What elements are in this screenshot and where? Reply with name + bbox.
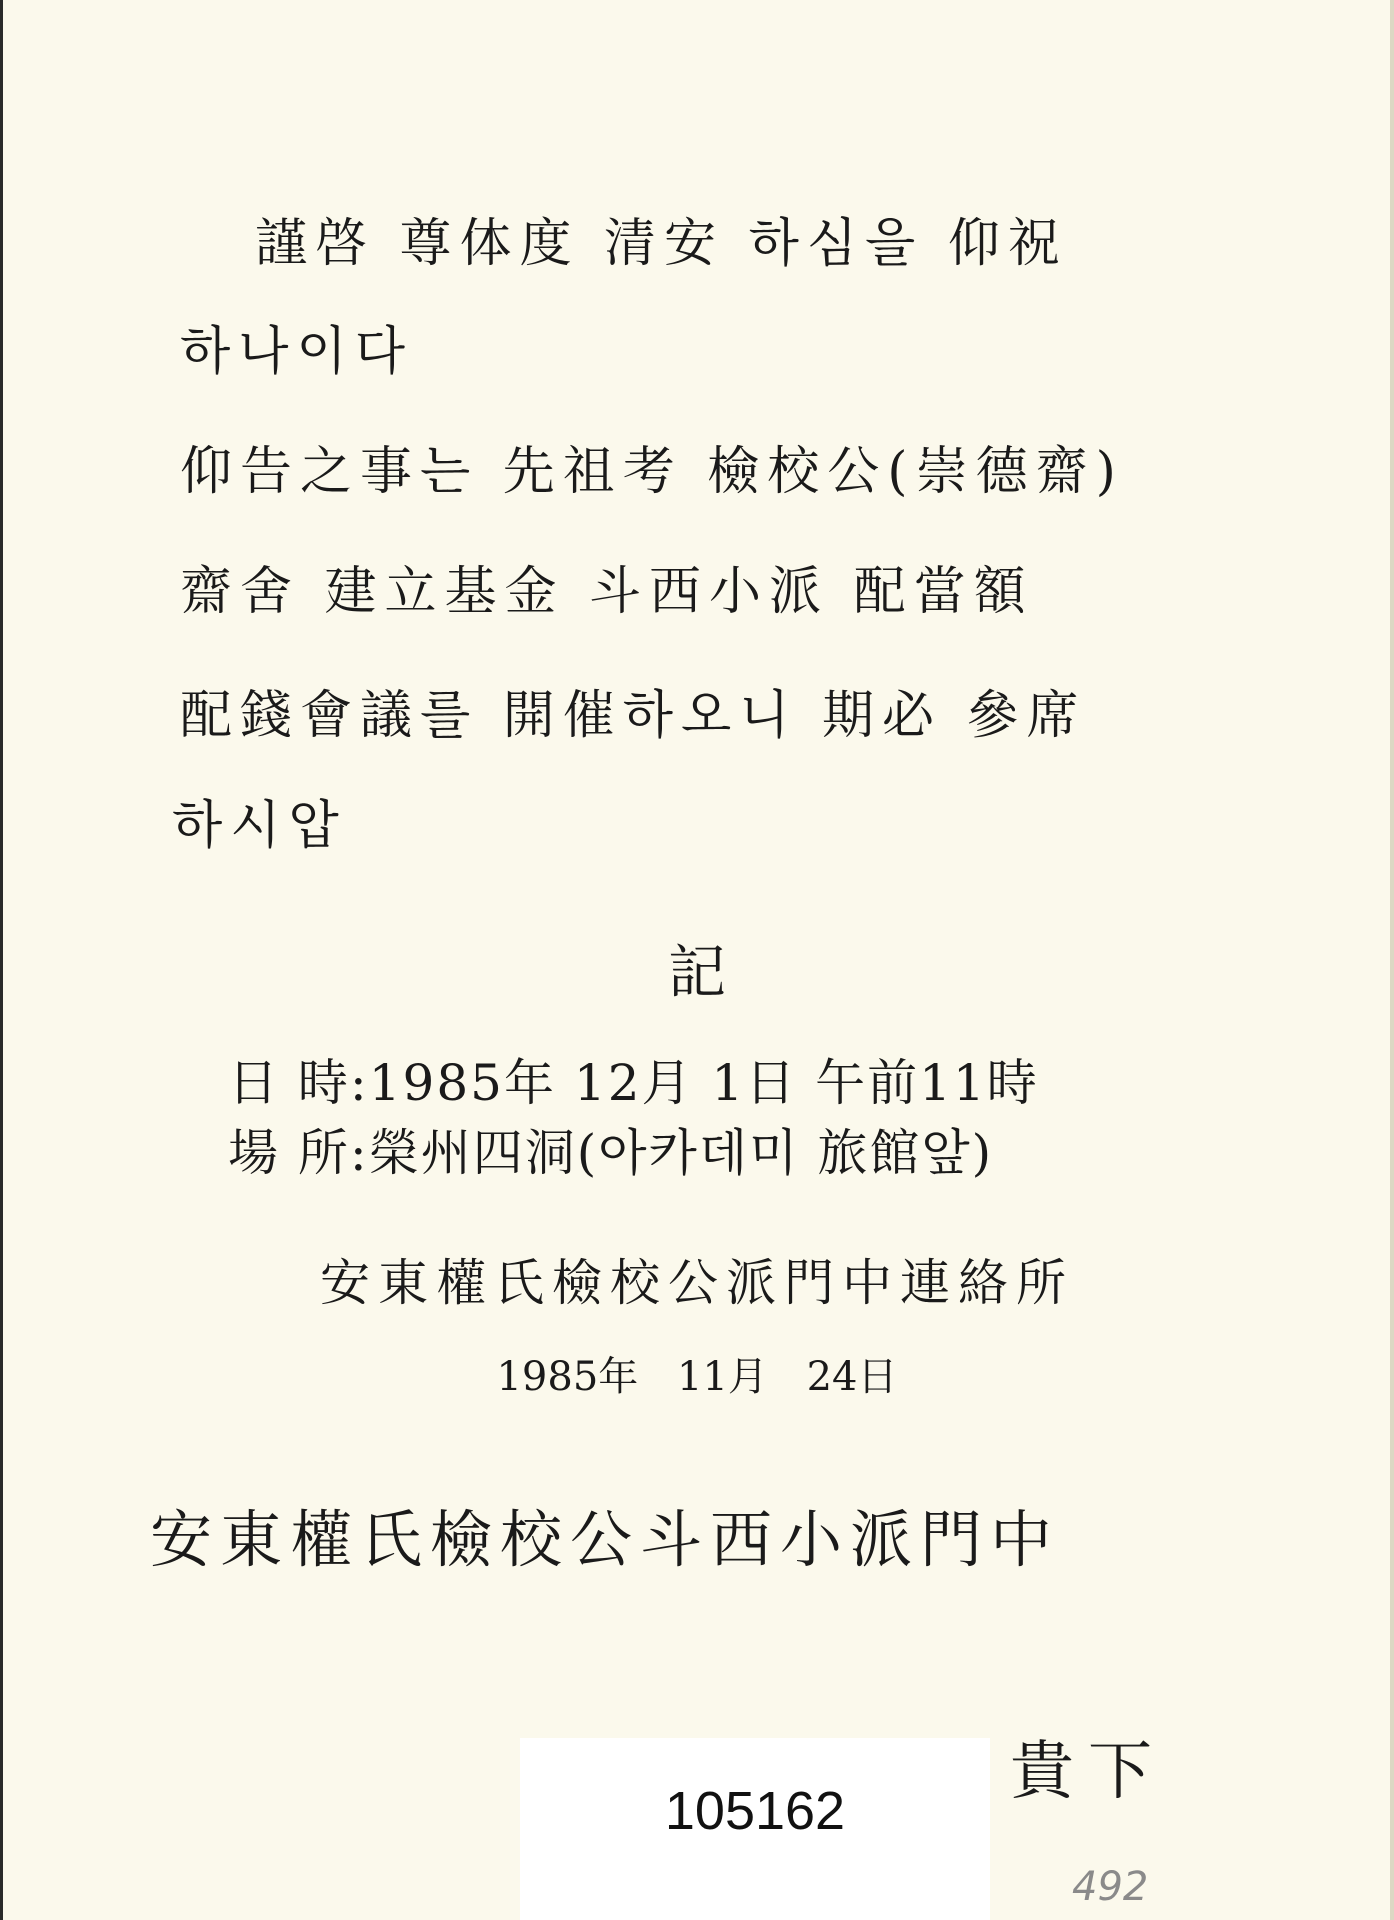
organization-name: 安東權氏檢校公派門中連絡所 [320,1254,1074,1312]
datetime-label: 日 時: [228,1054,369,1112]
letter-line-6: 하시압 [172,796,347,856]
honorific: 貴下 [1010,1735,1166,1809]
archive-stamp [520,1738,990,1920]
letter-line-5: 配錢會議를 開催하오니 期必 參席 [180,686,1087,746]
letter-line-1: 謹啓 尊体度 清安 하심을 仰祝 [255,214,1068,274]
place-row [228,1124,994,1182]
addressee-name: 安東權氏檢校公斗西小派門中 [150,1503,1061,1576]
letter-line-3: 仰告之事는 先祖考 檢校公(崇德齋) [180,442,1124,502]
letter-line-2: 하나이다 [180,322,413,382]
letter-line-4: 齋舍 建立基金 斗西小派 配當額 [180,562,1034,622]
place-label: 場 所: [228,1124,369,1182]
section-title: 記 [667,938,726,1006]
pencil-note: 492 [1072,1864,1149,1910]
datetime-value: 1985年 12月 1日 午前11時 [368,1054,1039,1112]
place-value: 榮州四洞(아카데미 旅館앞) [368,1124,994,1182]
issue-date: 1985年 11月 24日 [496,1354,898,1400]
datetime-row [228,1054,1039,1112]
archive-number: 105162 [664,1781,846,1841]
